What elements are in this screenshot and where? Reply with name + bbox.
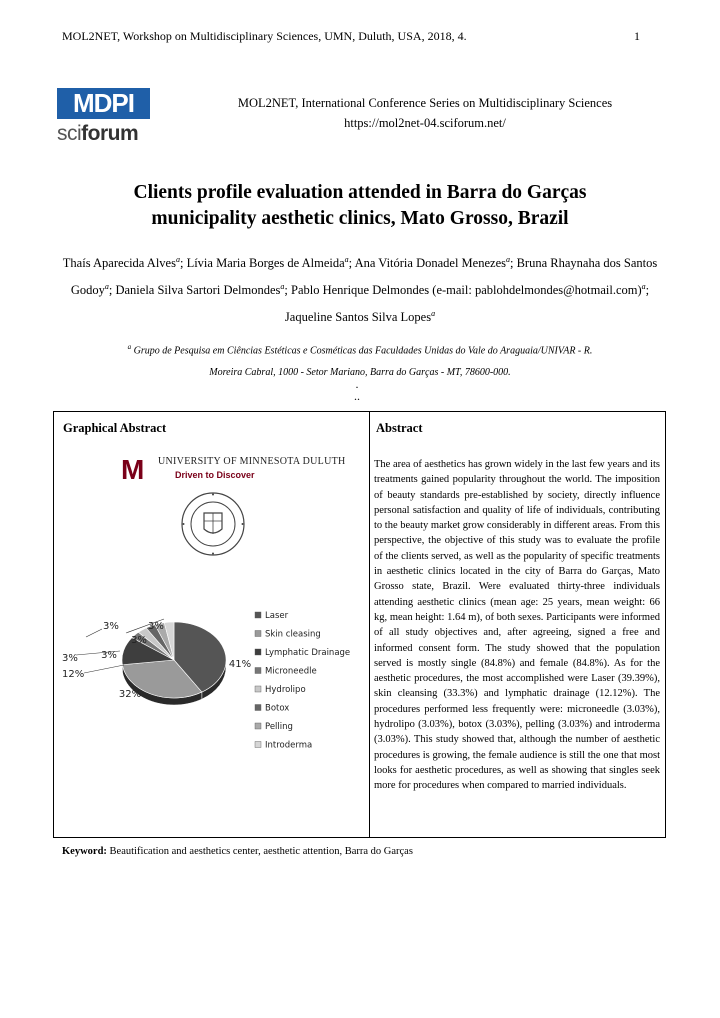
affiliation-line-2: Moreira Cabral, 1000 - Setor Mariano, Barra do Garças - MT, 78600-000. xyxy=(209,367,511,379)
logo-sci: sci xyxy=(57,122,82,145)
running-head: MOL2NET, Workshop on Multidisciplinary Sciences, UMN, Duluth, USA, 2018, 4. xyxy=(62,29,467,43)
legend-label: Pelling xyxy=(265,722,293,732)
pie-data-label: 32% xyxy=(118,689,142,700)
legend-swatch xyxy=(255,705,261,711)
mdpi-logo: MDPI xyxy=(57,88,150,119)
keyword-text: Beautification and aesthetics center, aesthetic attention, Barra do Garças xyxy=(109,846,413,857)
legend-label: Botox xyxy=(265,703,290,714)
legend-label: Microneedle xyxy=(265,666,317,677)
author: Bruna Rhaynaha dos Santos Godoy xyxy=(70,256,658,298)
legend-swatch xyxy=(255,668,261,674)
university-seal-icon xyxy=(180,491,246,557)
sciforum-logo xyxy=(57,122,153,146)
series-url[interactable]: https://mol2net-04.sciforum.net/ xyxy=(344,116,506,130)
mdpi-sciforum-logo xyxy=(57,88,153,154)
author: Lívia Maria Borges de Almeida xyxy=(186,256,345,271)
paper-title xyxy=(60,180,660,232)
author-list: Thaís Aparecida Alves$^a$; Lívia Maria Borges de Almeida$^a$; Ana Vitória Donadel Menezes$^a$; Bruna Rhaynaha dos Santos Godoy$^a$; Daniela Silva Sartori Delmondes$^a$; Pablo Henrique Delmondes (e-mail: pablohdelmondes@hotmail.com)$^a$; Jaqueline Santos Silva Lopes$^a$ xyxy=(62,255,658,325)
pie-leader-line xyxy=(86,629,102,637)
umn-tagline: Driven to Discover xyxy=(175,470,255,480)
dot-line-2: .. xyxy=(354,389,360,403)
affiliation-mark: a xyxy=(641,282,646,292)
author: Pablo Henrique Delmondes (e-mail: pablohdelmondes@hotmail.com) xyxy=(291,283,642,298)
legend-swatch xyxy=(255,742,261,748)
pie-data-label: 3% xyxy=(131,635,147,646)
legend-swatch xyxy=(255,612,261,618)
affiliation-line-1: Grupo de Pesquisa em Ciências Estéticas e Cosméticas das Faculdades Unidas do Vale do Araguaia/UNIVAR - R. xyxy=(133,345,593,357)
affiliation-mark: a xyxy=(505,255,510,264)
pie-data-label: 3% xyxy=(103,621,119,632)
pie-chart-svg xyxy=(62,607,364,751)
author: Daniela Silva Sartori Delmondes xyxy=(115,283,281,298)
pie-leader-line xyxy=(84,665,124,673)
author: Thaís Aparecida Alves xyxy=(62,256,176,271)
affiliation-mark: a xyxy=(280,282,285,292)
affiliation-mark: a xyxy=(175,255,180,264)
title-line-1: Clients profile evaluation attended in Barra do Garças xyxy=(133,182,587,203)
umn-name: UNIVERSITY OF MINNESOTA DULUTH xyxy=(158,456,346,467)
affiliation-mark: a xyxy=(104,282,109,292)
pie-data-label: 41% xyxy=(228,659,252,670)
legend-label: Laser xyxy=(265,611,289,621)
abstract-text: The area of aesthetics has grown widely in the last few years and its treatments gained popularity throughout the world. The imposition of beauty standards pre-established by society, directly influence personal satisfaction and quality of life of individuals, contributing to the beauty market grow considerably in different areas. From this perspective, the objective of this study was to evaluate the profile of the clients served, as well as the popularity of specific treatments in aesthetic clinics located in the city of Barra do Garças, Mato Grosso state, Brazil. Were evaluated thirty-three individuals attending aesthetic clinics (mean age: 25 years, mean weight: 66 kg, mean height: 1.64 m), of both sexes. Participants were informed of all study objectives and, after agreeing, signed a free and informed consent form. The study showed that the population served is mostly single (84.8%) and female (84.8%). As for the aesthetic procedures, the most accomplished were Laser (39.39%), skin cleansing (33.3%) and lymphatic drainage (12.12%). The procedures performed less frequently were: microneedle (3.03%), hydrolipo (3.03%), botox (3.03%), pelling (3.03%) and introderma (3.03%). This study showed that, although the number of aesthetic procedures is growing, the female audience is still the one that most looks for aesthetic procedures, as well as showing that singles seek more for procedures when compared to married individuals. xyxy=(374,459,660,792)
author: Jaqueline Santos Silva Lopes xyxy=(284,310,432,325)
page-number: 1 xyxy=(634,29,640,43)
graphical-abstract-heading: Graphical Abstract xyxy=(63,421,167,435)
legend-label: Skin cleasing xyxy=(265,629,321,640)
logo-forum: forum xyxy=(81,122,139,145)
abstract-heading: Abstract xyxy=(376,421,423,435)
affiliation xyxy=(70,336,650,384)
affiliation-mark: a xyxy=(344,255,349,264)
legend-label: Introderma xyxy=(265,740,313,751)
pie-data-label: 3% xyxy=(148,621,164,632)
column-divider xyxy=(369,412,370,837)
legend-label: Lymphatic Drainage xyxy=(265,648,351,658)
affiliation-mark: a xyxy=(431,309,436,319)
legend-swatch xyxy=(255,649,261,655)
affiliation-mark: a xyxy=(127,343,132,351)
keyword-label: Keyword: xyxy=(62,846,107,857)
abstract-box xyxy=(53,411,666,838)
title-line-2: municipality aesthetic clinics, Mato Grosso, Brazil xyxy=(151,208,569,229)
conference-series xyxy=(190,93,660,133)
pie-data-label: 3% xyxy=(62,653,78,664)
procedures-pie-chart xyxy=(62,607,364,751)
legend-swatch xyxy=(255,631,261,637)
umn-m-icon: M xyxy=(121,454,145,485)
separator-dots xyxy=(354,378,360,402)
author: Ana Vitória Donadel Menezes xyxy=(354,256,506,271)
legend-label: Hydrolipo xyxy=(265,685,306,695)
dot-line-1: . xyxy=(355,377,359,391)
umn-logo xyxy=(121,454,346,486)
legend-swatch xyxy=(255,686,261,692)
legend-swatch xyxy=(255,723,261,729)
series-name: MOL2NET, International Conference Series on Multidisciplinary Sciences xyxy=(237,96,613,110)
keywords xyxy=(62,846,413,857)
pie-data-label: 3% xyxy=(101,650,117,661)
pie-data-label: 12% xyxy=(62,669,85,680)
